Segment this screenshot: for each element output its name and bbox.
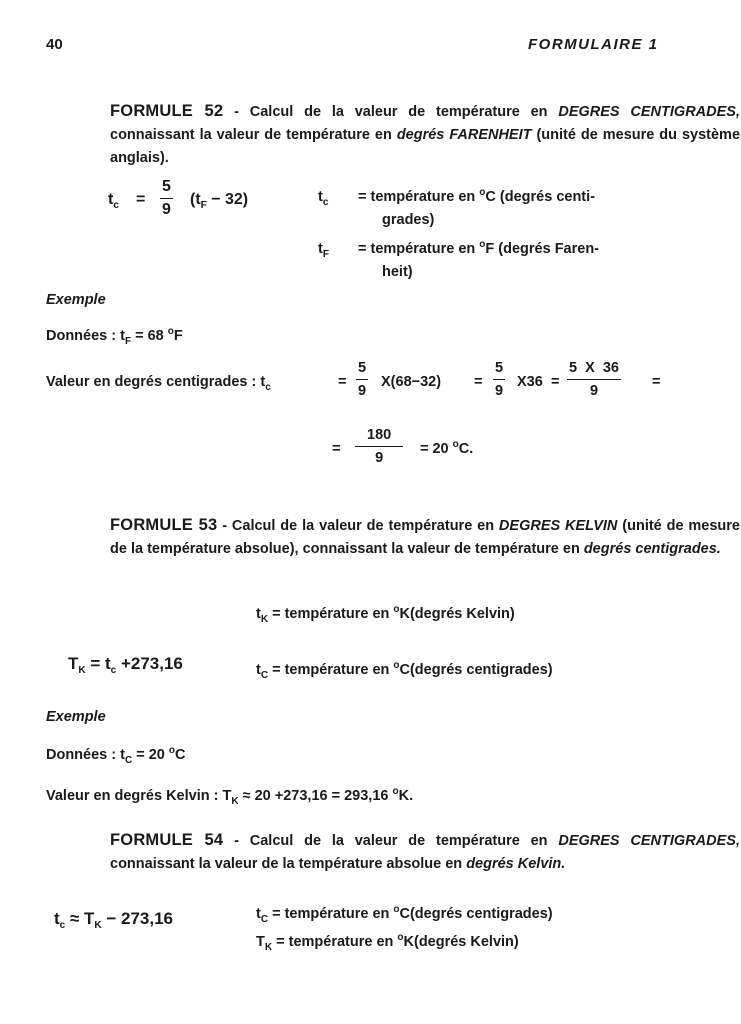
formula-52-given-data: Données : $t_F = 68$ $^o$F xyxy=(46,326,183,347)
formula-53-equation: $T_K = t_c +273,16$ xyxy=(68,654,183,676)
formula-54-definition-tk: $T_K$ = température en $^o$K(degrés Kelvin) xyxy=(256,932,519,953)
formula-54-equation: $t_c \approx T_K - 273,16$ xyxy=(54,909,174,931)
formula-52-label: FORMULE 52 xyxy=(110,102,224,120)
formula-54-intro: FORMULE 54 - Calcul de la valeur de température en DEGRES CENTIGRADES, connaissant la valeur de la température absolue en degrés Kelvin. xyxy=(110,831,740,872)
formula-52-intro: FORMULE 52 - Calcul de la valeur de température en DEGRES CENTIGRADES, connaissant la valeur de température en degrés FARENHEIT (unité de mesure du système anglais). xyxy=(110,102,741,166)
formula-53-example-label: Exemple xyxy=(46,709,106,725)
running-title: FORMULAIRE 1 xyxy=(528,36,659,53)
formula-53-intro: FORMULE 53 - Calcul de la valeur de température en DEGRES KELVIN (unité de mesure de la température absolue), connaissant la valeur de température en degrés centigrades. xyxy=(110,516,740,557)
formula-53-given-data: Données : $t_C = 20$ $^o$C xyxy=(46,745,186,766)
formula-53-definition-tc: $t_C$ = température en $^o$C(degrés centigrades) xyxy=(256,660,553,681)
formula-53-definition-tk: $t_K$ = température en $^o$K(degrés Kelvin) xyxy=(256,604,515,625)
page-number: 40 xyxy=(46,36,63,53)
formula-53-label: FORMULE 53 xyxy=(110,516,218,534)
formula-53-calculation: Valeur en degrés Kelvin : $T_K \approx 20 +273,16 = 293,16$ $^o$K. xyxy=(46,786,414,807)
formula-54-label: FORMULE 54 xyxy=(110,831,224,849)
formula-54-definition-tc: $t_C$ = température en $^o$C(degrés centigrades) xyxy=(256,904,553,925)
formula-52-example-label: Exemple xyxy=(46,292,106,308)
